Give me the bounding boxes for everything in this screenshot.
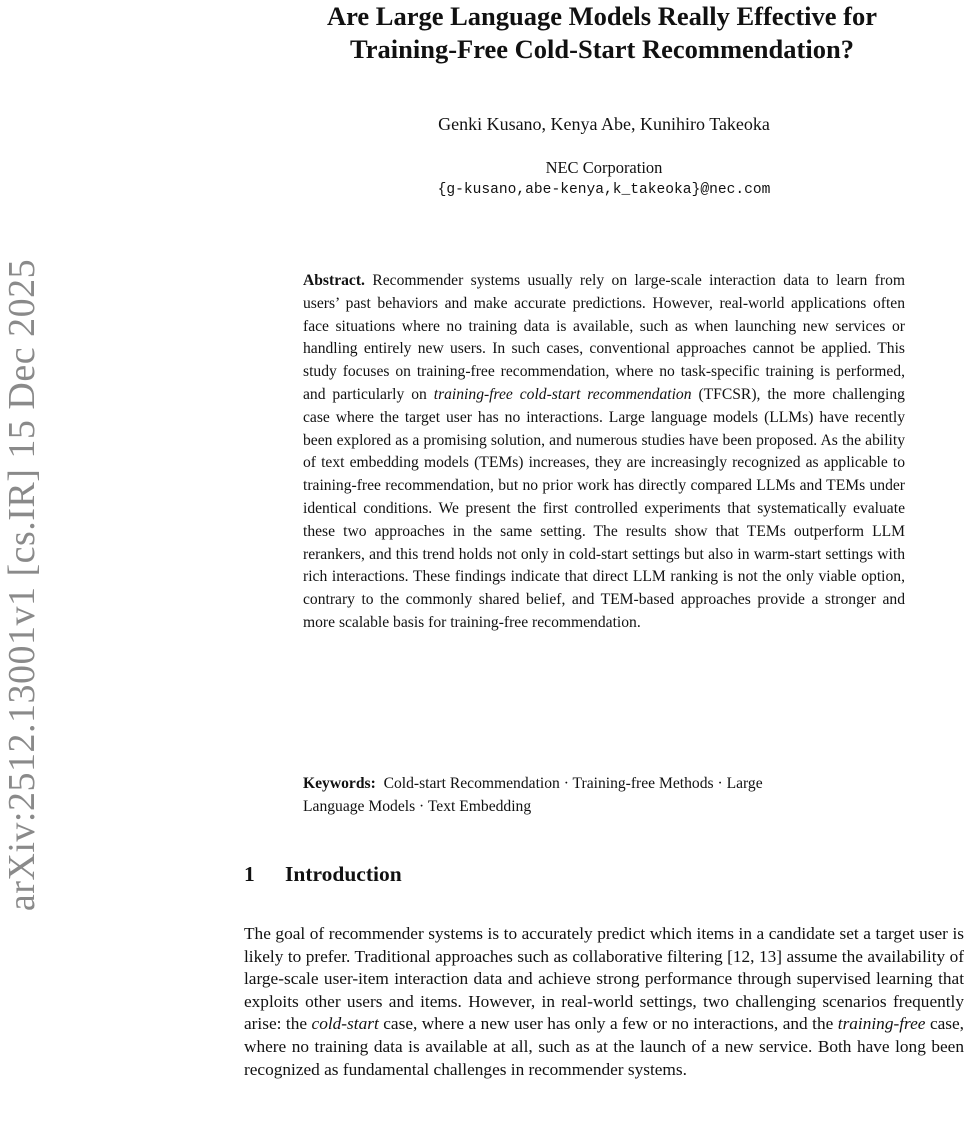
keywords-text-1: Cold-start Recommendation · Training-free Methods · Large [383, 775, 763, 792]
intro-text-3: case, where no training data is available at all, such as at the launch of a new service. Both have long been recognized as fundamental challenges in recommender systems. [244, 1014, 964, 1079]
intro-emphasis-cold-start: cold-start [311, 1014, 379, 1034]
section-number: 1 [244, 862, 255, 886]
introduction-paragraph [244, 923, 964, 1081]
section-heading-introduction [244, 862, 402, 887]
author-emails: {g-kusano,abe-kenya,k_takeoka}@nec.com [437, 182, 771, 198]
author-list: Genki Kusano, Kenya Abe, Kunihiro Takeoka [438, 114, 770, 134]
paper-title [200, 0, 964, 66]
abstract-emphasis: training-free cold-start recommendation [433, 385, 692, 403]
abstract-text-2: (TFCSR), the more challenging case where the target user has no interactions. Large language models (LLMs) have recently been explored as a promising solution, and numerous studies have been proposed. As the ability of text embedding models (TEMs) increases, they are increasingly recognized as applicable to training-free recommendation, but no prior work has directly compared LLMs and TEMs under identical conditions. We present the first controlled experiments that systematically evaluate these two approaches in the same setting. The results show that TEMs outperform LLM rerankers, and this trend holds not only in cold-start settings but also in warm-start settings with rich interactions. These findings indicate that direct LLM ranking is not the only viable option, contrary to the commonly shared belief, and TEM-based approaches provide a stronger and more scalable basis for training-free recommendation. [303, 385, 905, 631]
intro-text-1: The goal of recommender systems is to accurately predict which items in a candidate set a target user is likely to prefer. Traditional approaches such as collaborative filtering [12, 13] assume the availability of large-scale user-item interaction data and achieve strong performance through supervised learning that exploits other users and items. However, in real-world settings, two challenging scenarios frequently arise: the [244, 924, 964, 1034]
abstract-label: Abstract. [303, 272, 365, 289]
keywords [303, 773, 913, 819]
intro-emphasis-training-free: training-free [837, 1014, 926, 1034]
abstract-text-1: Recommender systems usually rely on large-scale interaction data to learn from users’ past behaviors and make accurate predictions. However, real-world applications often face situations where no training data is available, such as when launching new services or handling entirely new users. In such cases, conventional approaches cannot be applied. This study focuses on training-free recommendation, where no task-specific training is performed, and particularly on [303, 272, 905, 403]
affiliation: NEC Corporation [545, 158, 663, 177]
keywords-line-1 [303, 773, 913, 796]
arxiv-identifier: arXiv:2512.13001v1 [cs.IR] 15 Dec 2025 [1, 258, 43, 912]
arxiv-watermark [0, 0, 44, 1145]
paper-title-line-1: Are Large Language Models Really Effective for [327, 1, 877, 31]
abstract [303, 270, 905, 635]
section-title: Introduction [285, 862, 402, 886]
keywords-line-2: Language Models · Text Embedding [303, 797, 532, 815]
intro-text-2: case, where a new user has only a few or no interactions, and the [383, 1014, 834, 1034]
keywords-label: Keywords: [303, 775, 376, 792]
paper-title-line-2: Training-Free Cold-Start Recommendation? [350, 34, 854, 64]
